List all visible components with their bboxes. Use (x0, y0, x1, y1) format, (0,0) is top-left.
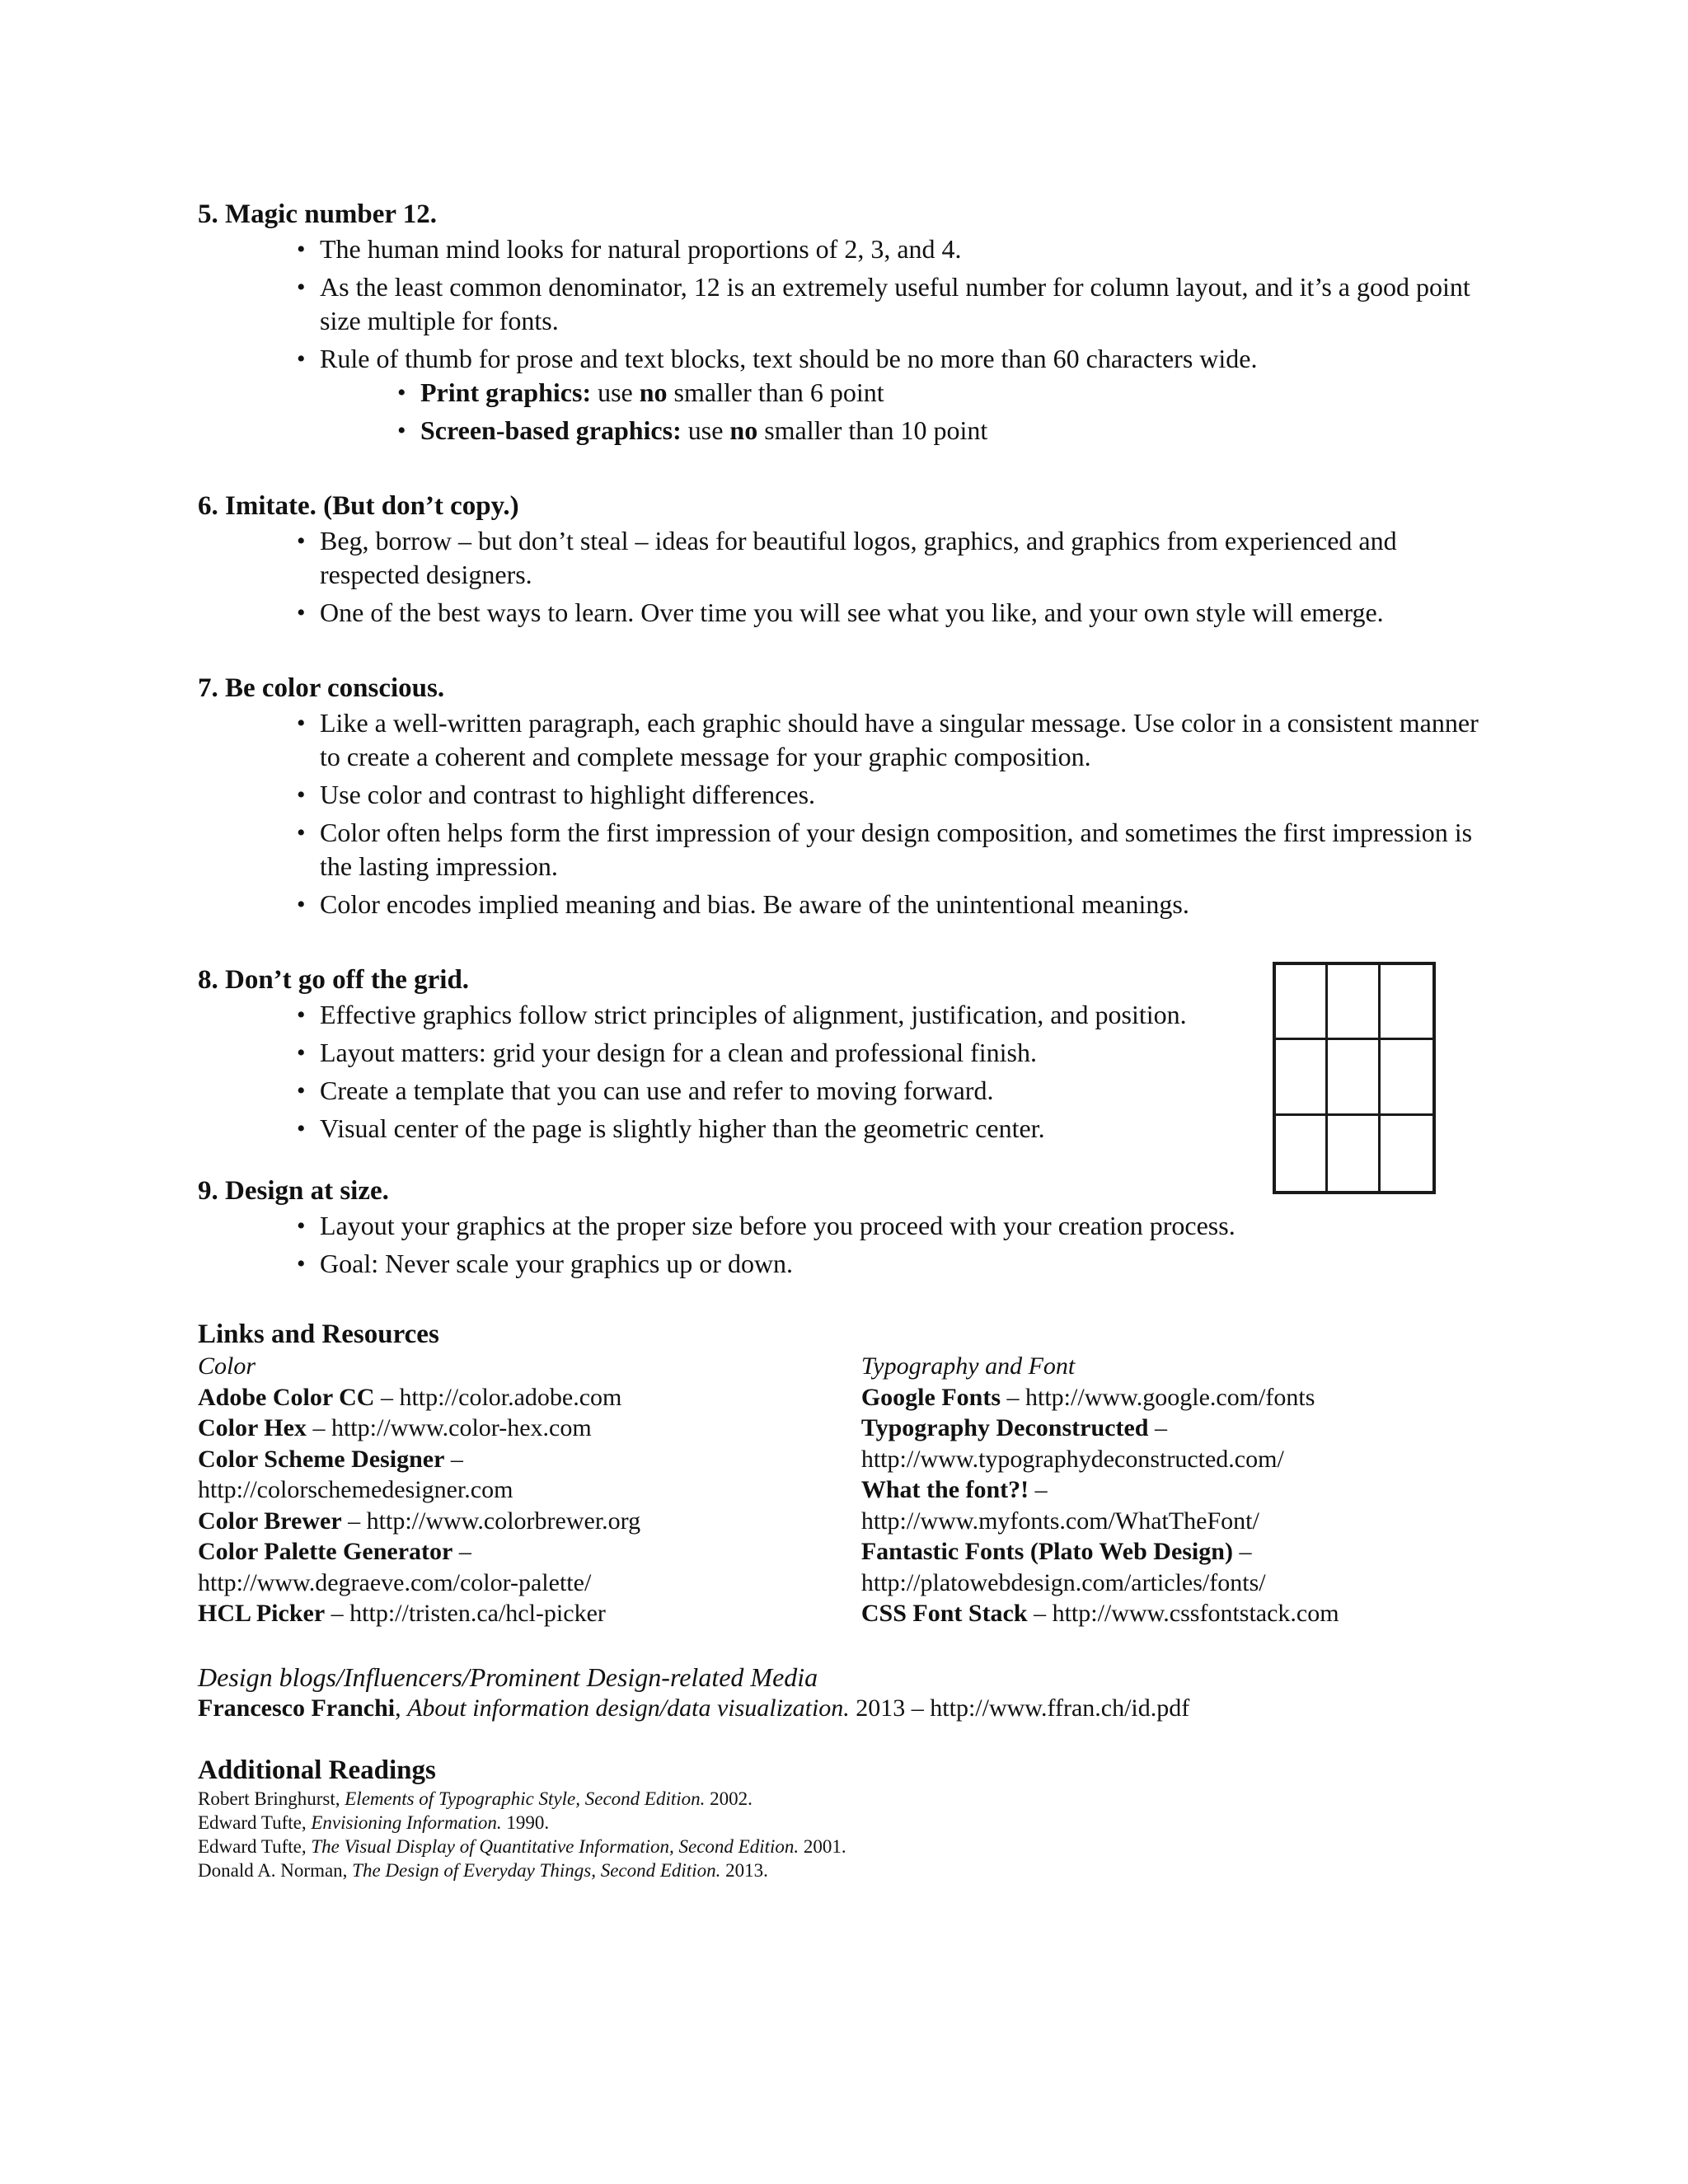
list-item: • One of the best ways to learn. Over time you will see what you like, and your own style will emerge. (320, 596, 1484, 630)
list-item: • Beg, borrow – but don’t steal – ideas for beautiful logos, graphics, and graphics from experienced and respected designers. (320, 524, 1484, 592)
resource-name: Google Fonts (860, 1383, 1001, 1411)
section-color-conscious (198, 670, 1484, 921)
resource-name: What the font?! (860, 1476, 1029, 1503)
resource-url[interactable]: http://tristen.ca/hcl-picker (349, 1600, 606, 1627)
list-item: • Goal: Never scale your graphics up or down. (320, 1247, 1484, 1281)
grid-cell (1276, 965, 1328, 1040)
resource-line (861, 1474, 1484, 1506)
blog-entry (198, 1693, 1484, 1724)
text: smaller than 10 point (757, 415, 988, 445)
reading-item (198, 1835, 1484, 1858)
text: , (395, 1694, 408, 1722)
resource-line (861, 1506, 1484, 1537)
resource-line (861, 1598, 1484, 1629)
list-item: • Effective graphics follow strict principles of alignment, justification, and position. (320, 998, 1259, 1032)
text: smaller than 6 point (667, 377, 884, 407)
list-item: • Color often helps form the first impression of your design composition, and sometimes the first impression is the lasting impression. (320, 816, 1484, 883)
section-title: 7. Be color conscious. (198, 673, 445, 703)
resource-url[interactable]: http://www.google.com/fonts (1025, 1383, 1315, 1411)
readings-title: Additional Readings (198, 1755, 436, 1785)
label-bold: Screen-based graphics: (420, 415, 682, 445)
typography-column (861, 1351, 1484, 1629)
list-item: • Create a template that you can use and refer to moving forward. (320, 1074, 1259, 1108)
resource-url[interactable]: http://www.typographydeconstructed.com/ (860, 1445, 1284, 1473)
resource-line (198, 1382, 861, 1413)
blog-author: Francesco Franchi (198, 1694, 396, 1722)
list-item: • Like a well-written paragraph, each graphic should have a singular message. Use color in a consistent manner to create a coherent and complete message for your graphic composition. (320, 706, 1484, 774)
resource-name: HCL Picker (198, 1600, 326, 1627)
additional-readings (198, 1754, 1484, 1882)
separator: – (452, 1538, 471, 1565)
resource-line (861, 1413, 1484, 1444)
readings-list (198, 1787, 1484, 1882)
reading-title: The Design of Everyday Things, Second Edition. (352, 1859, 721, 1881)
grid-cell (1276, 1040, 1328, 1115)
grid-cell (1381, 1040, 1432, 1115)
bullet-list (198, 706, 1484, 921)
bullet-list (198, 524, 1484, 630)
color-column (198, 1351, 861, 1629)
blogs-heading: Design blogs/Influencers/Prominent Design-related Media (198, 1661, 818, 1692)
list-item: • Use color and contrast to highlight differences. (320, 778, 1484, 812)
grid-cell (1328, 965, 1380, 1040)
emphasis: no (729, 415, 758, 445)
resource-url[interactable]: http://colorschemedesigner.com (198, 1476, 513, 1503)
bullet-list (198, 1209, 1484, 1281)
section-title: 9. Design at size. (198, 1176, 389, 1206)
resource-columns (198, 1351, 1484, 1629)
links-and-resources (198, 1318, 1484, 1724)
separator: – (374, 1383, 400, 1411)
text: use (681, 415, 730, 445)
resource-line (198, 1474, 861, 1506)
section-title: 8. Don’t go off the grid. (198, 965, 470, 995)
resource-url[interactable]: http://www.color-hex.com (331, 1414, 592, 1441)
reading-title: Envisioning Information. (311, 1811, 502, 1833)
list-item-text: Rule of thumb for prose and text blocks, text should be no more than 60 characters wide. (320, 344, 1258, 373)
resource-name: Color Palette Generator (198, 1538, 453, 1565)
bullet-list (198, 998, 1259, 1146)
section-title: 5. Magic number 12. (198, 199, 437, 229)
resource-name: Color Hex (198, 1414, 307, 1441)
reading-title: Elements of Typographic Style, Second Edition. (345, 1788, 706, 1809)
resource-name: Typography Deconstructed (860, 1414, 1149, 1441)
sub-list-item (420, 376, 1484, 410)
list-item: • Visual center of the page is slightly higher than the geometric center. (320, 1112, 1259, 1146)
reading-year: 2013. (720, 1859, 768, 1881)
section-imitate (198, 488, 1484, 630)
reading-item (198, 1858, 1484, 1882)
typography-heading: Typography and Font (860, 1352, 1076, 1380)
color-links (198, 1382, 861, 1629)
sub-list-item (420, 414, 1484, 448)
resource-name: Color Scheme Designer (198, 1445, 445, 1473)
resource-url[interactable]: http://www.myfonts.com/WhatTheFont/ (860, 1507, 1259, 1535)
resource-line (861, 1568, 1484, 1599)
typography-links (861, 1382, 1484, 1629)
list-item: • Layout your graphics at the proper size before you proceed with your creation process. (320, 1209, 1484, 1243)
label-bold: Print graphics: (420, 377, 592, 407)
reading-author: Robert Bringhurst, (198, 1788, 345, 1809)
bullet-list (198, 232, 1484, 448)
resource-line (861, 1382, 1484, 1413)
resource-line (198, 1506, 861, 1537)
emphasis: no (639, 377, 668, 407)
reading-author: Donald A. Norman, (198, 1859, 353, 1881)
resource-url[interactable]: http://www.cssfontstack.com (1052, 1600, 1339, 1627)
grid-cell (1328, 1040, 1380, 1115)
resource-line (861, 1536, 1484, 1568)
reading-year: 1990. (501, 1811, 550, 1833)
resource-name: CSS Font Stack (860, 1600, 1028, 1627)
reading-title: The Visual Display of Quantitative Information, Second Edition. (311, 1835, 799, 1857)
section-magic-number (198, 196, 1484, 448)
resource-name: Color Brewer (198, 1507, 342, 1535)
text: use (591, 377, 640, 407)
list-item: • The human mind looks for natural proportions of 2, 3, and 4. (320, 232, 1484, 266)
separator: – (444, 1445, 463, 1473)
blog-title: About information design/data visualization. (407, 1694, 850, 1722)
reading-item (198, 1811, 1484, 1835)
resource-name: Fantastic Fonts (Plato Web Design) (860, 1538, 1233, 1565)
separator: – (1232, 1538, 1252, 1565)
reading-author: Edward Tufte, (198, 1811, 312, 1833)
separator: – (1148, 1414, 1167, 1441)
list-item: • Layout matters: grid your design for a clean and professional finish. (320, 1036, 1259, 1070)
resource-line (198, 1568, 861, 1599)
section-design-at-size (198, 1173, 1484, 1281)
resource-url[interactable]: http://www.degraeve.com/color-palette/ (198, 1568, 592, 1596)
resource-line (198, 1413, 861, 1444)
resource-url[interactable]: http://www.colorbrewer.org (366, 1507, 641, 1535)
reading-item (198, 1787, 1484, 1811)
grid-cell (1381, 965, 1432, 1040)
separator: – (1029, 1476, 1048, 1503)
resource-line (198, 1536, 861, 1568)
sub-bullet-list (320, 376, 1484, 448)
resource-line (861, 1444, 1484, 1475)
reading-year: 2002. (705, 1788, 753, 1809)
section-grid (198, 962, 1484, 1146)
design-blogs (198, 1662, 1484, 1724)
resource-line (198, 1598, 861, 1629)
reading-author: Edward Tufte, (198, 1835, 312, 1857)
resources-title: Links and Resources (198, 1319, 439, 1349)
separator: – (306, 1414, 331, 1441)
resource-line (198, 1444, 861, 1475)
list-item (320, 342, 1484, 448)
resource-url[interactable]: http://color.adobe.com (399, 1383, 622, 1411)
resource-url[interactable]: http://platowebdesign.com/articles/fonts/ (860, 1568, 1266, 1596)
grid-illustration (1273, 962, 1436, 1194)
document-page (198, 196, 1484, 1882)
separator: – (1027, 1600, 1053, 1627)
section-title: 6. Imitate. (But don’t copy.) (198, 491, 519, 521)
reading-year: 2001. (799, 1835, 846, 1857)
separator: – (325, 1600, 350, 1627)
separator: – (1001, 1383, 1026, 1411)
separator: – (341, 1507, 367, 1535)
blog-year-url: 2013 – http://www.ffran.ch/id.pdf (849, 1694, 1190, 1722)
list-item: • Color encodes implied meaning and bias. Be aware of the unintentional meanings. (320, 888, 1484, 921)
color-heading: Color (198, 1352, 256, 1380)
list-item: • As the least common denominator, 12 is an extremely useful number for column layout, and it’s a good point size multiple for fonts. (320, 270, 1484, 338)
resource-name: Adobe Color CC (198, 1383, 375, 1411)
